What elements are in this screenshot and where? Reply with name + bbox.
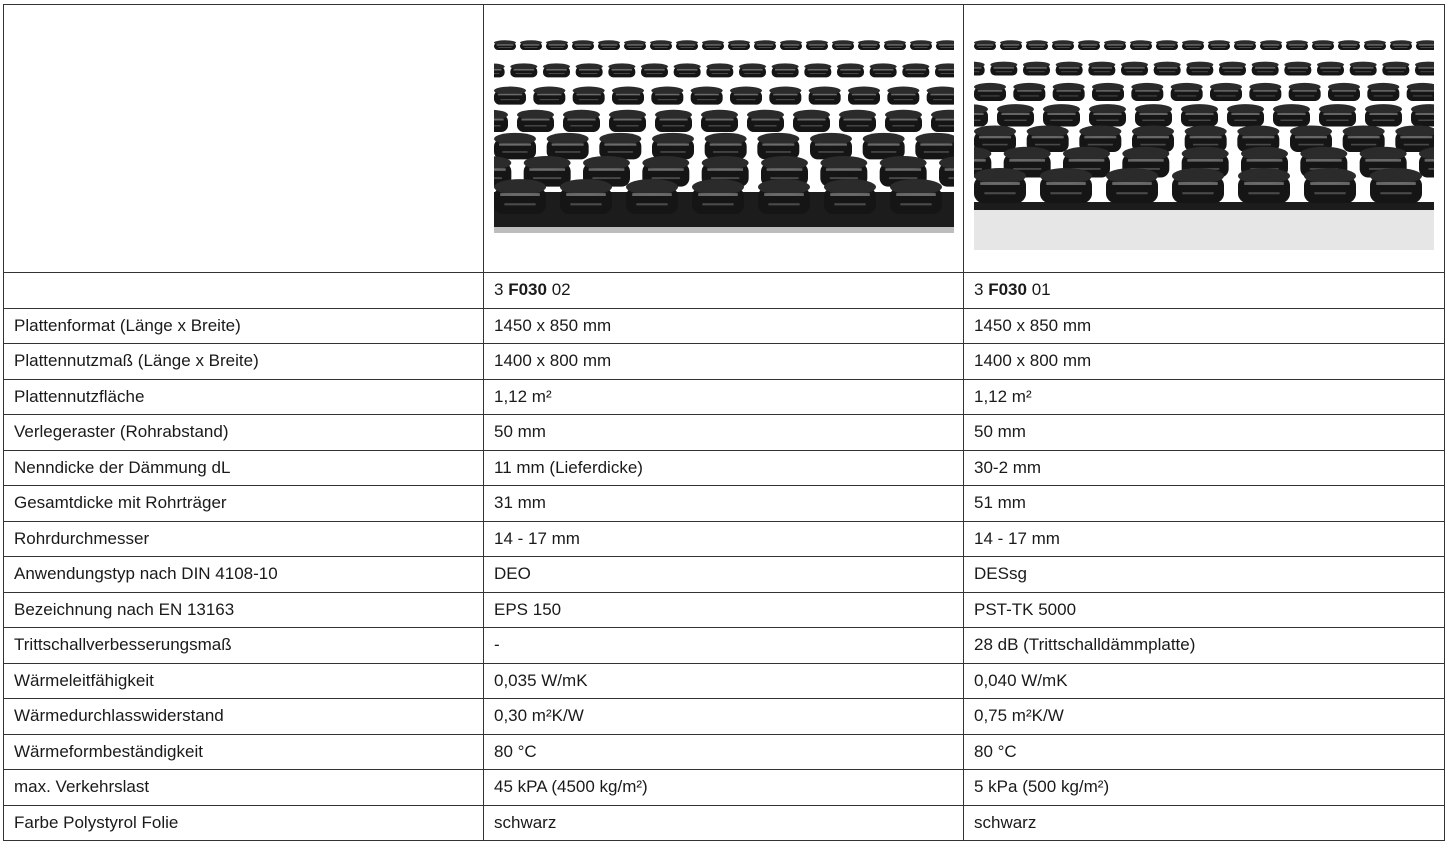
spec-row (4, 699, 1445, 735)
nub (510, 63, 537, 77)
nub (626, 179, 678, 214)
spec-value-1: 50 mm (484, 415, 964, 451)
spec-label: Wärmeformbeständigkeit (4, 734, 484, 770)
nub (793, 110, 830, 132)
spec-row (4, 592, 1445, 628)
nub (728, 40, 750, 50)
nub (1364, 40, 1386, 50)
nub (1056, 62, 1083, 76)
nub (641, 63, 668, 77)
spec-value-2: 51 mm (964, 486, 1445, 522)
nub (1312, 40, 1334, 50)
nub (1415, 62, 1434, 76)
spec-value-1: 31 mm (484, 486, 964, 522)
nub (1370, 168, 1422, 203)
nub (572, 40, 594, 50)
nub (1411, 104, 1434, 126)
empty-header-cell (4, 5, 484, 273)
spec-value-2: 14 - 17 mm (964, 521, 1445, 557)
nub (1210, 83, 1242, 101)
nub (543, 63, 570, 77)
nub (769, 87, 801, 105)
spec-label: Plattenformat (Länge x Breite) (4, 308, 484, 344)
product-image-cell-1 (484, 5, 964, 273)
nub (1260, 40, 1282, 50)
nub (701, 110, 738, 132)
spec-value-2: 30-2 mm (964, 450, 1445, 486)
spec-row (4, 308, 1445, 344)
spec-value-1: 0,035 W/mK (484, 663, 964, 699)
nub (1089, 104, 1126, 126)
nub (494, 63, 505, 77)
nub (547, 133, 589, 160)
nub (1121, 62, 1148, 76)
spec-value-2: 5 kPa (500 kg/m²) (964, 770, 1445, 806)
nub (1092, 83, 1124, 101)
nub (839, 110, 876, 132)
nub (1289, 83, 1321, 101)
nub (655, 110, 692, 132)
spec-label: Plattennutzmaß (Länge x Breite) (4, 344, 484, 380)
nub (1227, 104, 1264, 126)
nub (887, 87, 919, 105)
spec-value-1: 1400 x 800 mm (484, 344, 964, 380)
nub (1106, 168, 1158, 203)
nub (890, 179, 942, 214)
nub (573, 87, 605, 105)
nub (1023, 62, 1050, 76)
nub (599, 133, 641, 160)
nub (936, 40, 954, 50)
nub (747, 110, 784, 132)
nub (563, 110, 600, 132)
nub (546, 40, 568, 50)
nub (624, 40, 646, 50)
nub (927, 87, 954, 105)
spec-row (4, 415, 1445, 451)
nub (1249, 83, 1281, 101)
spec-value-1: 80 °C (484, 734, 964, 770)
spec-value-1: 14 - 17 mm (484, 521, 964, 557)
nub (1182, 40, 1204, 50)
spec-value-2: 1,12 m² (964, 379, 1445, 415)
nub (870, 63, 897, 77)
nub (915, 133, 954, 160)
nub (494, 133, 536, 160)
nub (494, 87, 526, 105)
nub (974, 104, 988, 126)
nub (1026, 40, 1048, 50)
product-code-label-cell (4, 273, 484, 309)
nub (651, 87, 683, 105)
nub (990, 62, 1017, 76)
spec-value-2: 0,75 m²K/W (964, 699, 1445, 735)
nub (494, 179, 546, 214)
nub (705, 133, 747, 160)
spec-value-1: - (484, 628, 964, 664)
spec-row (4, 521, 1445, 557)
nub (935, 63, 954, 77)
nub (1156, 40, 1178, 50)
spec-row (4, 805, 1445, 841)
nub (758, 179, 810, 214)
nub (1367, 83, 1399, 101)
nub (1407, 83, 1434, 101)
spec-label: max. Verkehrslast (4, 770, 484, 806)
spec-label: Bezeichnung nach EN 13163 (4, 592, 484, 628)
nub (1052, 40, 1074, 50)
nub (1135, 104, 1172, 126)
nub (1013, 83, 1045, 101)
spec-value-2: 1450 x 850 mm (964, 308, 1445, 344)
nub (754, 40, 776, 50)
nub (858, 40, 880, 50)
nub (1350, 62, 1377, 76)
nub (1053, 83, 1085, 101)
nub (1078, 40, 1100, 50)
spec-value-1: schwarz (484, 805, 964, 841)
nub (494, 40, 516, 50)
product-code-1: 3 F030 02 (484, 273, 964, 309)
nub (612, 87, 644, 105)
nub (863, 133, 905, 160)
spec-row (4, 770, 1445, 806)
insulation-base (974, 207, 1434, 250)
spec-value-2: DESsg (964, 557, 1445, 593)
nub (1172, 168, 1224, 203)
nub (939, 156, 954, 187)
spec-value-1: 1,12 m² (484, 379, 964, 415)
nub (974, 40, 996, 50)
spec-label: Wärmeleitfähigkeit (4, 663, 484, 699)
nub (1304, 168, 1356, 203)
spec-row (4, 344, 1445, 380)
nub (1131, 83, 1163, 101)
nub (692, 179, 744, 214)
nub (1338, 40, 1360, 50)
spec-value-1: 45 kPA (4500 kg/m²) (484, 770, 964, 806)
product-code-row (4, 273, 1445, 309)
nub (1328, 83, 1360, 101)
product-code-2: 3 F030 01 (964, 273, 1445, 309)
nub (1234, 40, 1256, 50)
nub (931, 110, 954, 132)
nub (885, 110, 922, 132)
nub (517, 110, 554, 132)
nub (884, 40, 906, 50)
nub (730, 87, 762, 105)
nub (974, 83, 1006, 101)
nub (1419, 147, 1434, 178)
nub (974, 62, 985, 76)
nub (780, 40, 802, 50)
nub (1181, 104, 1218, 126)
nub (652, 133, 694, 160)
nub (1317, 62, 1344, 76)
spec-value-2: 0,040 W/mK (964, 663, 1445, 699)
nub (1088, 62, 1115, 76)
spec-value-1: 11 mm (Lieferdicke) (484, 450, 964, 486)
spec-label: Nenndicke der Dämmung dL (4, 450, 484, 486)
nub (702, 40, 724, 50)
spec-value-1: EPS 150 (484, 592, 964, 628)
spec-row (4, 628, 1445, 664)
spec-row (4, 734, 1445, 770)
image-row (4, 5, 1445, 273)
spec-value-2: 50 mm (964, 415, 1445, 451)
nub (533, 87, 565, 105)
nub (706, 63, 733, 77)
nub (650, 40, 672, 50)
nub (1043, 104, 1080, 126)
nub (810, 133, 852, 160)
nub (674, 63, 701, 77)
spec-value-1: 0,30 m²K/W (484, 699, 964, 735)
nub (1284, 62, 1311, 76)
nub (1000, 40, 1022, 50)
nub (1382, 62, 1409, 76)
nub (1186, 62, 1213, 76)
nub (1273, 104, 1310, 126)
nub (1395, 125, 1434, 152)
nub (494, 110, 508, 132)
nub (1154, 62, 1181, 76)
spec-row (4, 450, 1445, 486)
nub (1171, 83, 1203, 101)
spec-value-1: 1450 x 850 mm (484, 308, 964, 344)
nub (1252, 62, 1279, 76)
nub (910, 40, 932, 50)
spec-value-2: 28 dB (Trittschalldämmplatte) (964, 628, 1445, 664)
nub (832, 40, 854, 50)
spec-value-1: DEO (484, 557, 964, 593)
nub (806, 40, 828, 50)
nub (739, 63, 766, 77)
product-spec-table (3, 4, 1445, 841)
nub (608, 63, 635, 77)
nub (691, 87, 723, 105)
nub (1416, 40, 1434, 50)
product-photo-2 (974, 32, 1434, 250)
nub (1040, 168, 1092, 203)
nub (1319, 104, 1356, 126)
nub (560, 179, 612, 214)
nub (1130, 40, 1152, 50)
nub (757, 133, 799, 160)
nub (598, 40, 620, 50)
nub (1219, 62, 1246, 76)
nub (837, 63, 864, 77)
nub (772, 63, 799, 77)
spec-label: Anwendungstyp nach DIN 4108-10 (4, 557, 484, 593)
spec-value-2: schwarz (964, 805, 1445, 841)
spec-label: Trittschallverbesserungsmaß (4, 628, 484, 664)
spec-value-2: 1400 x 800 mm (964, 344, 1445, 380)
spec-value-2: 80 °C (964, 734, 1445, 770)
spec-row (4, 557, 1445, 593)
nub (1365, 104, 1402, 126)
spec-label: Plattennutzfläche (4, 379, 484, 415)
spec-label: Wärmedurchlasswiderstand (4, 699, 484, 735)
nub (824, 179, 876, 214)
spec-row (4, 486, 1445, 522)
nub (676, 40, 698, 50)
spec-label: Rohrdurchmesser (4, 521, 484, 557)
nub (1238, 168, 1290, 203)
spec-label: Verlegeraster (Rohrabstand) (4, 415, 484, 451)
nub (1104, 40, 1126, 50)
nub (997, 104, 1034, 126)
spec-value-2: PST-TK 5000 (964, 592, 1445, 628)
nub (520, 40, 542, 50)
nub (609, 110, 646, 132)
nub (1208, 40, 1230, 50)
nub (809, 87, 841, 105)
product-photo-1 (494, 32, 954, 250)
nub (902, 63, 929, 77)
spec-row (4, 663, 1445, 699)
nub (974, 168, 1026, 203)
spec-label: Farbe Polystyrol Folie (4, 805, 484, 841)
nub (848, 87, 880, 105)
nub (1390, 40, 1412, 50)
spec-label: Gesamtdicke mit Rohrträger (4, 486, 484, 522)
nub (1286, 40, 1308, 50)
nub (804, 63, 831, 77)
nub (576, 63, 603, 77)
spec-row (4, 379, 1445, 415)
product-image-cell-2 (964, 5, 1445, 273)
